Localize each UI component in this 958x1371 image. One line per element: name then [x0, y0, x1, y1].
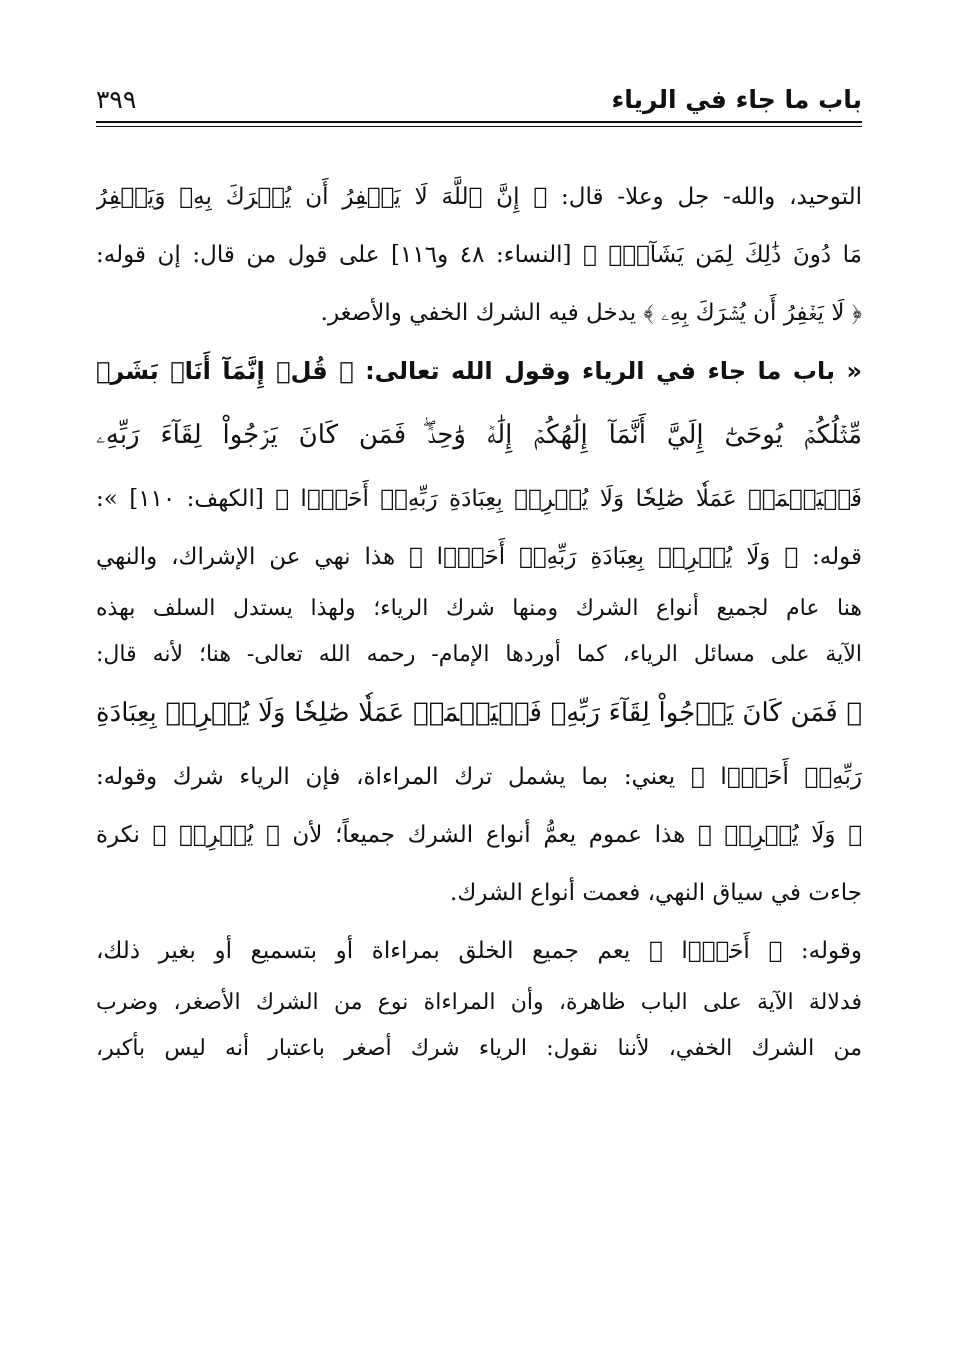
- text-line: رَبِّهِۦٓ أَحَدَۢا ﴾ يعني: بما يشمل ترك المراءاة، فإن الرياء شرك وقوله:: [96, 764, 862, 790]
- text-line: وقوله: ﴿ أَحَدَۢا ﴾ يعم جميع الخلق بمراءاة أو بتسميع أو بغير ذلك،: [96, 938, 862, 964]
- text-line: مَا دُونَ ذَٰلِكَ لِمَن يَشَآءُۚ ﴾ [النساء: ٤٨ و١١٦] على قول من قال: إن قوله:: [96, 242, 862, 268]
- page-number: ٣٩٩: [96, 85, 137, 114]
- text-line: التوحيد، والله- جل وعلا- قال: ﴿ إِنَّ ٱللَّهَ لَا يَغۡفِرُ أَن يُشۡرَكَ بِهِۦ وَيَغۡفِرُ: [96, 184, 862, 210]
- chapter-heading-line: « باب ما جاء في الرياء وقول الله تعالى: ﴿ قُلۡ إِنَّمَآ أَنَا۠ بَشَرٞ: [96, 357, 862, 385]
- running-title: باب ما جاء في الرياء: [611, 85, 862, 114]
- page-header: [96, 82, 862, 122]
- text-line: فدلالة الآية على الباب ظاهرة، وأن المراءاة نوع من الشرك الأصغر، وضرب: [96, 990, 862, 1015]
- quran-verse-line: فَلۡيَعۡمَلۡ عَمَلٗا صَٰلِحٗا وَلَا يُشۡرِكۡ بِعِبَادَةِ رَبِّهِۦٓ أَحَدَۢا ﴾ [الكهف: ١١٠] »:: [96, 486, 862, 512]
- text-line: ﴿ لَا يَغۡفِرُ أَن يُشۡرَكَ بِهِۦ ﴾ يدخل فيه الشرك الخفي والأصغر.: [320, 300, 862, 326]
- text-line: قوله: ﴿ وَلَا يُشۡرِكۡ بِعِبَادَةِ رَبِّهِۦٓ أَحَدَۢا ﴾ هذا نهي عن الإشراك، والنهي: [96, 544, 862, 570]
- text-line: جاءت في سياق النهي، فعمت أنواع الشرك.: [450, 880, 862, 906]
- text-line: من الشرك الخفي، لأننا نقول: الرياء شرك أصغر باعتبار أنه ليس بأكبر،: [96, 1036, 862, 1061]
- quran-verse-line: ﴿ فَمَن كَانَ يَرۡجُواْ لِقَآءَ رَبِّهِۦ فَلۡيَعۡمَلۡ عَمَلٗا صَٰلِحٗا وَلَا يُشۡرِكۡ بِعِبَادَةِ: [96, 698, 862, 728]
- header-rule-thin: [96, 126, 862, 127]
- text-line: هنا عام لجميع أنواع الشرك ومنها شرك الرياء؛ ولهذا يستدل السلف بهذه: [96, 596, 862, 621]
- text-line: ﴿ وَلَا يُشۡرِكۡ ﴾ هذا عموم يعمُّ أنواع الشرك جميعاً؛ لأن ﴿ يُشۡرِكۡ ﴾ نكرة: [96, 822, 862, 848]
- header-rule: [96, 121, 862, 123]
- quran-verse-line: مِّثۡلُكُمۡ يُوحَىٰٓ إِلَيَّ أَنَّمَآ إِلَٰهُكُمۡ إِلَٰهٞ وَٰحِدٞۖ فَمَن كَانَ يَرۡجُواْ لِقَآءَ رَبِّهِۦ: [96, 420, 862, 450]
- body-text: [96, 168, 862, 1072]
- text-line: الآية على مسائل الرياء، كما أوردها الإمام- رحمه الله تعالى- هنا؛ لأنه قال:: [96, 642, 862, 667]
